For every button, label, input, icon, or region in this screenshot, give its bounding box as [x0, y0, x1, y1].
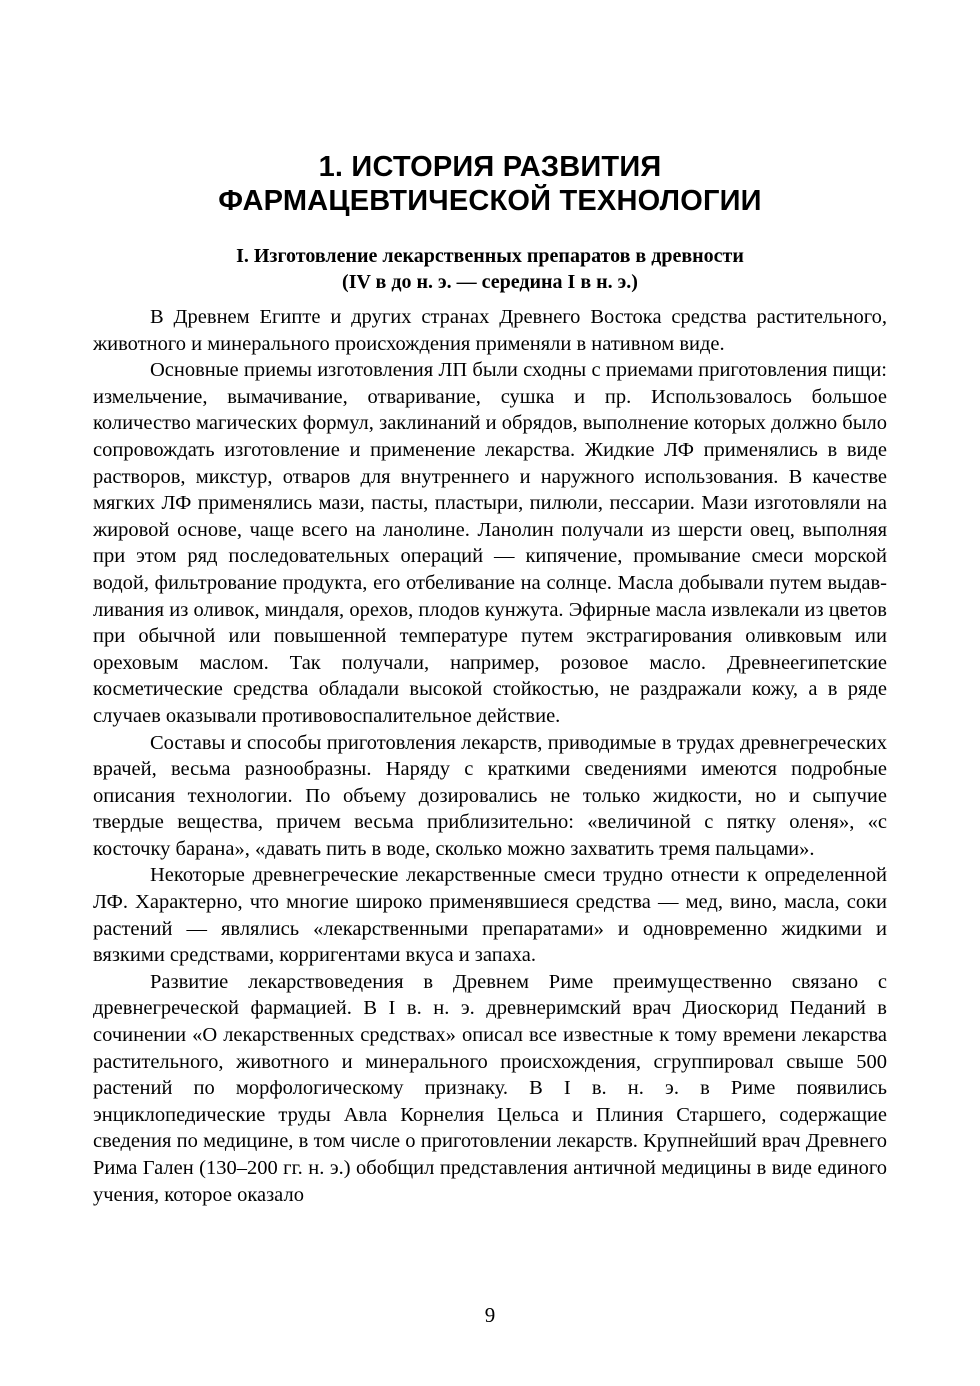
body-text — [93, 304, 887, 1208]
chapter-title-line-2: ФАРМАЦЕВТИЧЕСКОЙ ТЕХНОЛОГИИ — [218, 185, 762, 217]
paragraph-5: Развитие лекарствоведения в Древнем Риме преимущественно связано с древнегреческой фармацией. В I в. н. э. древнеримский врач Диоскорид Педаний в сочинении «О лекарственных средствах» описал все известные к тому времени лекарства растительного, животного и минерального происхождения, сгруппировал свыше 500 растений по морфологическому признаку. В I в. н. э. в Риме появились энциклопедические труды Авла Корнелия Цельса и Плиния Старшего, содержащие сведения по медицине, в том числе о приготовлении лекарств. Крупнейший врач Древнего Рима Гален (130–200 гг. н. э.) обобщил представления античной медицины в виде единого учения, которое оказало — [93, 970, 887, 1206]
page-number: 9 — [484, 1303, 496, 1327]
paragraph-4: Некоторые древнегреческие лекарственные смеси трудно отнести к определенной ЛФ. Характерно, что многие широко применявшиеся средства — мед, вино, масла, соки растений — являлись «лекарственными препаратами» и одновременно жидкими и вязкими средствами, корригентами вкуса и запаха. — [93, 864, 887, 967]
section-title — [93, 243, 887, 295]
chapter-title-line-1: 1. ИСТОРИЯ РАЗВИТИЯ — [318, 151, 662, 183]
chapter-title — [93, 150, 887, 218]
paragraph-3: Составы и способы приготовления лекарств, приводимые в трудах древнегреческих врачей, весьма разнообразны. Наряду с краткими сведениями имеются подробные описания технологии. По объему дозировались не только жидкости, но и сыпучие твердые вещества, причем весьма приблизительно: «величиной с пятку оленя», «с косточку барана», «давать пить в воде, сколько можно захватить тремя пальцами». — [93, 731, 887, 860]
section-title-line-1: I. Изготовление лекарственных препаратов в древности — [236, 245, 744, 267]
section-title-line-2: (IV в до н. э. — середина I в н. э.) — [342, 271, 638, 293]
paragraph-2: Основные приемы изготовления ЛП были сходны с приемами приготовления пищи: измельчение, вымачивание, отваривание, сушка и пр. Использовалось большое количество магических формул, заклинаний и обрядов, выполнение которых должно было сопровождать изготовление и применение лекарства. Жидкие ЛФ применялись в виде растворов, микстур, отваров для внутреннего и наружного использования. В качестве мягких ЛФ применялись мази, пасты, пластыри, пилюли, пессарии. Мази изготовляли на жировой основе, чаще всего на ланолине. Ланолин получали из шерсти овец, выполняя при этом ряд последовательных операций — кипячение, промывание смеси морской водой, фильтрование продукта, его отбеливание на солнце. Масла добывали путем выдавливания из оливок, миндаля, орехов, плодов кунжута. Эфирные масла извлекали из цветов при обычной или повышенной температуре путем экстрагирования оливковым или ореховым маслом. Так получали, например, розовое масло. Древнеегипетские косметические средства обладали высокой стойкостью, не раздражали кожу, а в ряде случаев оказывали противовоспалительное действие. — [93, 359, 887, 727]
paragraph-1: В Древнем Египте и других странах Древнего Востока средства растительного, животного и минерального происхождения применяли в нативном виде. — [93, 306, 887, 355]
